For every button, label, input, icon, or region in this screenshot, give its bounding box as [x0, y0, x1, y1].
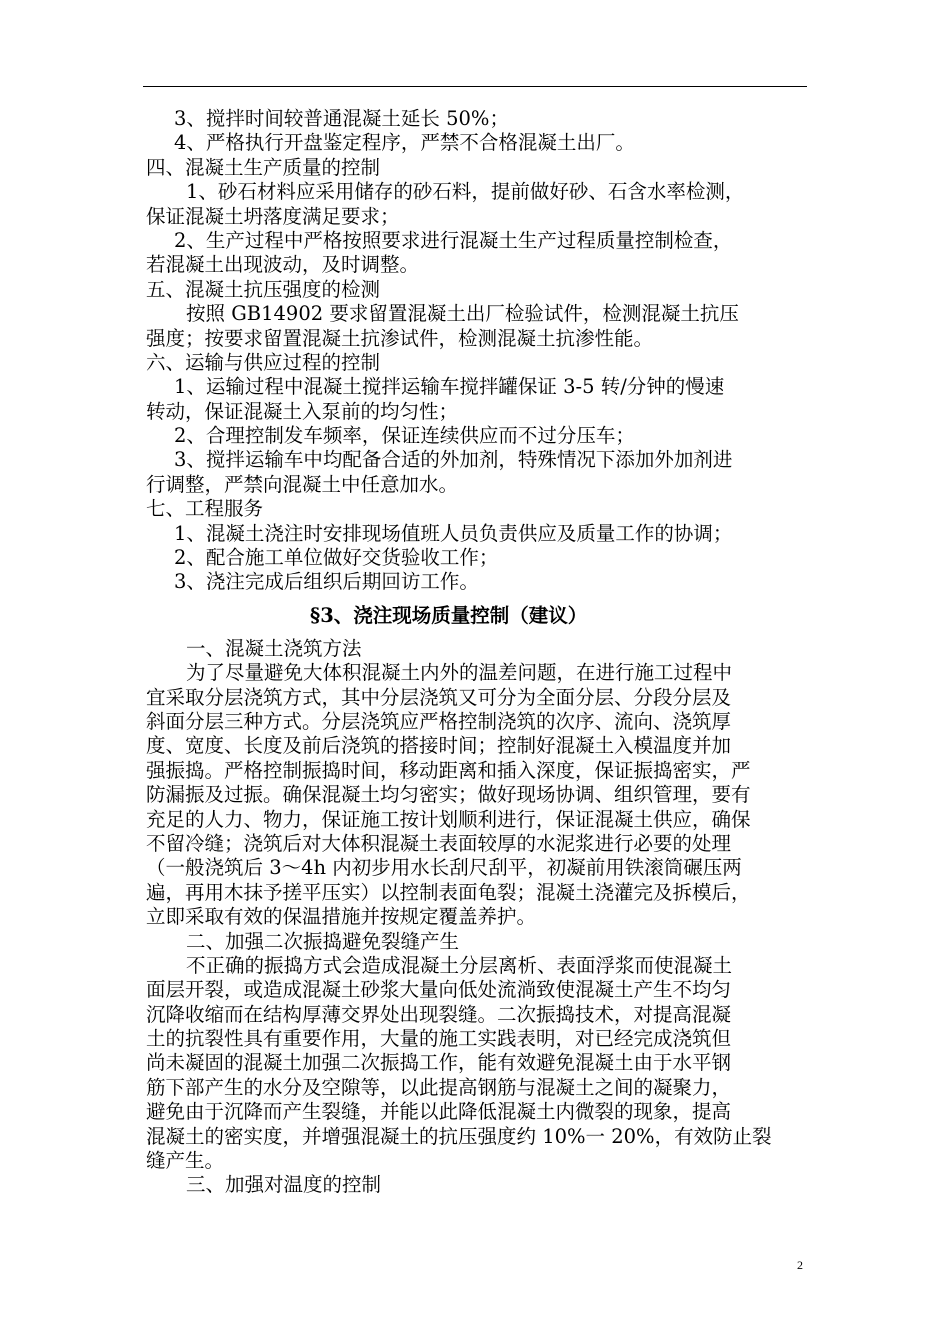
text-line: 五、混凝土抗压强度的检测: [146, 277, 381, 301]
document-body: [146, 107, 810, 1198]
text-line: 强振捣。严格控制振捣时间，移动距离和插入深度，保证振捣密实，严: [146, 758, 751, 782]
text-line: 面层开裂，或造成混凝土砂浆大量向低处流淌致使混凝土产生不均匀: [146, 978, 732, 1002]
text-line: 避免由于沉降而产生裂缝，并能以此降低混凝土内微裂的现象，提高: [146, 1100, 732, 1124]
text-line: 1、运输过程中混凝土搅拌运输车搅拌罐保证 3-5 转/分钟的慢速: [174, 375, 725, 399]
text-line: 2、配合施工单位做好交货验收工作；: [174, 546, 499, 570]
text-line: 度、宽度、长度及前后浇筑的搭接时间；控制好混凝土入模温度并加: [146, 734, 732, 758]
text-line: 混凝土的密实度，并增强混凝土的抗压强度约 10%一 20%，有效防止裂: [146, 1124, 772, 1148]
text-line: 七、工程服务: [146, 497, 264, 521]
text-line: 3、搅拌时间较普通混凝土延长 50%；: [174, 107, 509, 130]
text-line: 防漏振及过振。确保混凝土均匀密实；做好现场协调、组织管理，要有: [146, 783, 751, 807]
text-line: 一、混凝土浇筑方法: [186, 636, 362, 660]
text-line: 遍，再用木抹予搓平压实）以控制表面龟裂；混凝土浇灌完及拆模后，: [146, 880, 751, 904]
text-line: 1、砂石材料应采用储存的砂石料，提前做好砂、石含水率检测，: [186, 180, 745, 204]
text-line: 按照 GB14902 要求留置混凝土出厂检验试件，检测混凝土抗压: [186, 302, 739, 326]
text-line: 1、混凝土浇注时安排现场值班人员负责供应及质量工作的协调；: [174, 521, 733, 545]
text-line: 行调整，严禁向混凝土中任意加水。: [146, 472, 459, 496]
page-number: 2: [797, 1258, 803, 1272]
text-line: 土的抗裂性具有重要作用，大量的施工实践表明，对已经完成浇筑但: [146, 1027, 732, 1051]
text-line: 不留冷缝；浇筑后对大体积混凝土表面较厚的水泥浆进行必要的处理: [146, 831, 732, 855]
header-rule: [143, 86, 807, 87]
section-heading: §3、浇注现场质量控制（建议）: [310, 603, 588, 627]
text-line: 尚未凝固的混凝土加强二次振捣工作，能有效避免混凝土由于水平钢: [146, 1051, 732, 1075]
text-line: 保证混凝土坍落度满足要求；: [146, 204, 400, 228]
text-line: 四、混凝土生产质量的控制: [146, 155, 381, 179]
text-line: 2、生产过程中严格按照要求进行混凝土生产过程质量控制检查，: [174, 228, 733, 252]
text-line: 六、运输与供应过程的控制: [146, 350, 381, 374]
text-line: 筋下部产生的水分及空隙等，以此提高钢筋与混凝土之间的凝聚力，: [146, 1075, 732, 1099]
text-line: 3、浇注完成后组织后期回访工作。: [174, 570, 479, 594]
text-line: 若混凝土出现波动，及时调整。: [146, 253, 420, 277]
text-line: 3、搅拌运输车中均配备合适的外加剂，特殊情况下添加外加剂进: [174, 448, 733, 472]
text-line: 立即采取有效的保温措施并按规定覆盖养护。: [146, 905, 537, 929]
text-line: 沉降收缩而在结构厚薄交界处出现裂缝。二次振捣技术，对提高混凝: [146, 1002, 732, 1026]
text-line: 不正确的振捣方式会造成混凝土分层离析、表面浮浆而使混凝土: [186, 953, 733, 977]
text-line: 4、严格执行开盘鉴定程序，严禁不合格混凝土出厂。: [174, 131, 635, 155]
text-line: 斜面分层三种方式。分层浇筑应严格控制浇筑的次序、流向、浇筑厚: [146, 709, 732, 733]
text-line: 二、加强二次振捣避免裂缝产生: [186, 929, 460, 953]
text-line: 宜采取分层浇筑方式，其中分层浇筑又可分为全面分层、分段分层及: [146, 685, 732, 709]
text-line: 三、加强对温度的控制: [186, 1173, 382, 1197]
text-line: 2、合理控制发车频率，保证连续供应而不过分压车；: [174, 424, 635, 448]
text-line: 充足的人力、物力，保证施工按计划顺利进行，保证混凝土供应，确保: [146, 807, 751, 831]
text-line: 转动，保证混凝土入泵前的均匀性；: [146, 399, 459, 423]
text-line: 强度；按要求留置混凝土抗渗试件，检测混凝土抗渗性能。: [146, 326, 654, 350]
text-line: （一般浇筑后 3～4h 内初步用水长刮尺刮平，初凝前用铁滚筒碾压两: [146, 856, 742, 880]
text-line: 为了尽量避免大体积混凝土内外的温差问题，在进行施工过程中: [186, 661, 733, 685]
text-line: 缝产生。: [146, 1149, 225, 1173]
